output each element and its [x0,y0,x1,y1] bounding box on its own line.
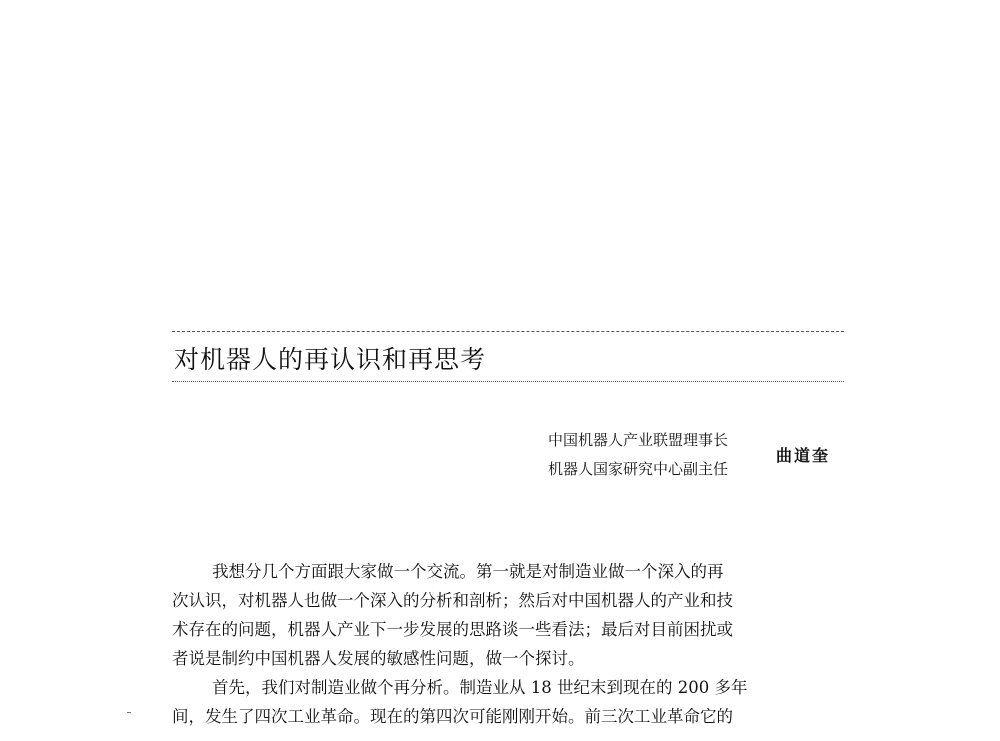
paragraph-line: 间，发生了四次工业革命。现在的第四次可能刚刚开始。前三次工业革命它的 [172,707,733,726]
paragraph-line: 首先，我们对制造业做个再分析。制造业从 18 世纪末到现在的 200 多年 [212,678,748,697]
author-affiliation-line-1: 中国机器人产业联盟理事长 [548,431,729,449]
body-paragraph-2 [172,673,844,731]
paragraph-line: 术存在的问题，机器人产业下一步发展的思路谈一些看法；最后对目前困扰或 [172,620,733,639]
paragraph-line: 次认识，对机器人也做一个深入的分析和剖析；然后对中国机器人的产业和技 [172,591,733,610]
author-name: 曲道奎 [776,446,831,465]
body-paragraph-1 [172,557,844,673]
paragraph-line: 者说是制约中国机器人发展的敏感性问题，做一个探讨。 [172,649,585,668]
article-title: 对机器人的再认识和再思考 [174,345,487,374]
author-affiliation-line-2: 机器人国家研究中心副主任 [548,460,729,478]
paragraph-line: 我想分几个方面跟大家做一个交流。第一就是对制造业做一个深入的再 [212,562,724,581]
scan-mark [127,712,131,713]
title-bottom-rule [172,381,844,382]
title-top-rule [172,331,844,332]
